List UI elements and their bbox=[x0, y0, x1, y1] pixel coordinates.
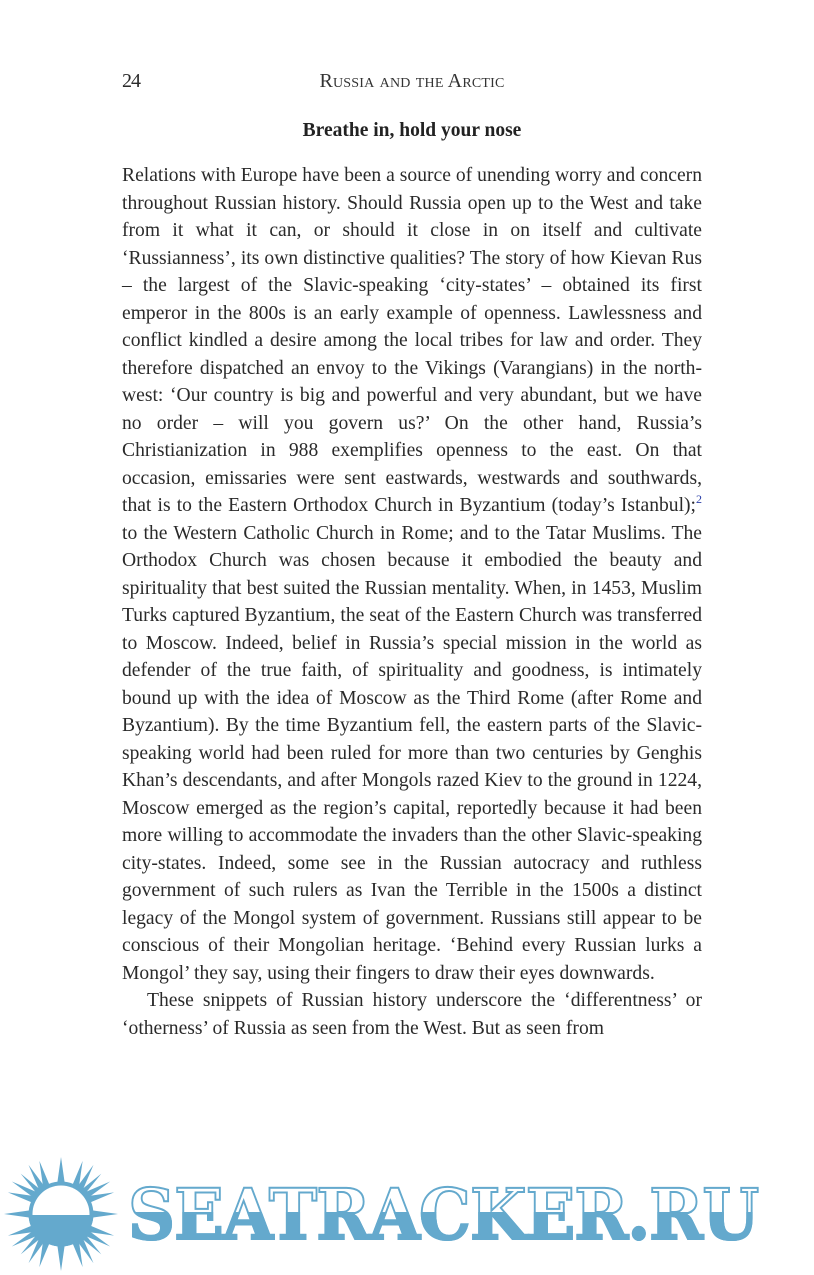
paragraph: These snippets of Russian history underscore the ‘differentness’ or ‘otherness’ of Russia as seen from the West. But as seen from bbox=[122, 990, 702, 1039]
paragraph-text: Relations with Europe have been a source of unending worry and concern throughout Russian history. Should Russia open up to the West and take from it what it can, or should it close in on itself and cultivate ‘Russianness’, its own distinctive qualities? The story of how Kievan Rus – the largest of the Slavic-speaking ‘city-states’ – obtained its first emperor in the 800s is an early example of openness. Lawlessness and conflict kindled a desire among the local tribes for law and order. They therefore dispatched an envoy to the Vikings (Varangians) in the north-west: ‘Our country is big and powerful and very abundant, but we have no order – will you govern us?’ On the other hand, Russia’s Christianization in 988 exemplifies openness to the east. On that occasion, emissaries were sent eastwards, westwards and southwards, that is to the Eastern Orthodox Church in Byzantium (today’s Istanbul); bbox=[122, 165, 702, 516]
page-number: 24 bbox=[122, 70, 140, 92]
sun-icon bbox=[2, 1155, 120, 1273]
watermark bbox=[0, 1155, 814, 1270]
running-head bbox=[122, 70, 702, 96]
body-text bbox=[122, 162, 702, 1042]
running-title: Russia and the Arctic bbox=[319, 70, 505, 92]
section-heading: Breathe in, hold your nose bbox=[302, 120, 522, 141]
footnote-reference-link[interactable]: 2 bbox=[696, 492, 702, 506]
paragraph-text: to the Western Catholic Church in Rome; and to the Tatar Muslims. The Orthodox Church was chosen because it embodied the beauty and spirituality that best suited the Russian mentality. When, in 1453, Muslim Turks captured Byzantium, the seat of the Eastern Church was transferred to Moscow. Indeed, belief in Russia’s special mission in the world as defender of the true faith, of spirituality and goodness, is intimately bound up with the idea of Moscow as the Third Rome (after Rome and Byzantium). By the time Byzantium fell, the eastern parts of the Slavic-speaking world had been ruled for more than two centuries by Genghis Khan’s descendants, and after Mongols razed Kiev to the ground in 1224, Moscow emerged as the region’s capital, reportedly because it had been more willing to accommodate the invaders than the other Slavic-speaking city-states. Indeed, some see in the Russian autocracy and ruthless government of such rulers as Ivan the Terrible in the 1500s a distinct legacy of the Mongol system of government. Russians still appear to be conscious of their Mongolian heritage. ‘Behind every Russian lurks a Mongol’ they say, using their fingers to draw their eyes downwards. bbox=[122, 522, 702, 984]
watermark-text: SEATRACKER.RU bbox=[128, 1173, 759, 1256]
paragraph bbox=[122, 162, 702, 987]
